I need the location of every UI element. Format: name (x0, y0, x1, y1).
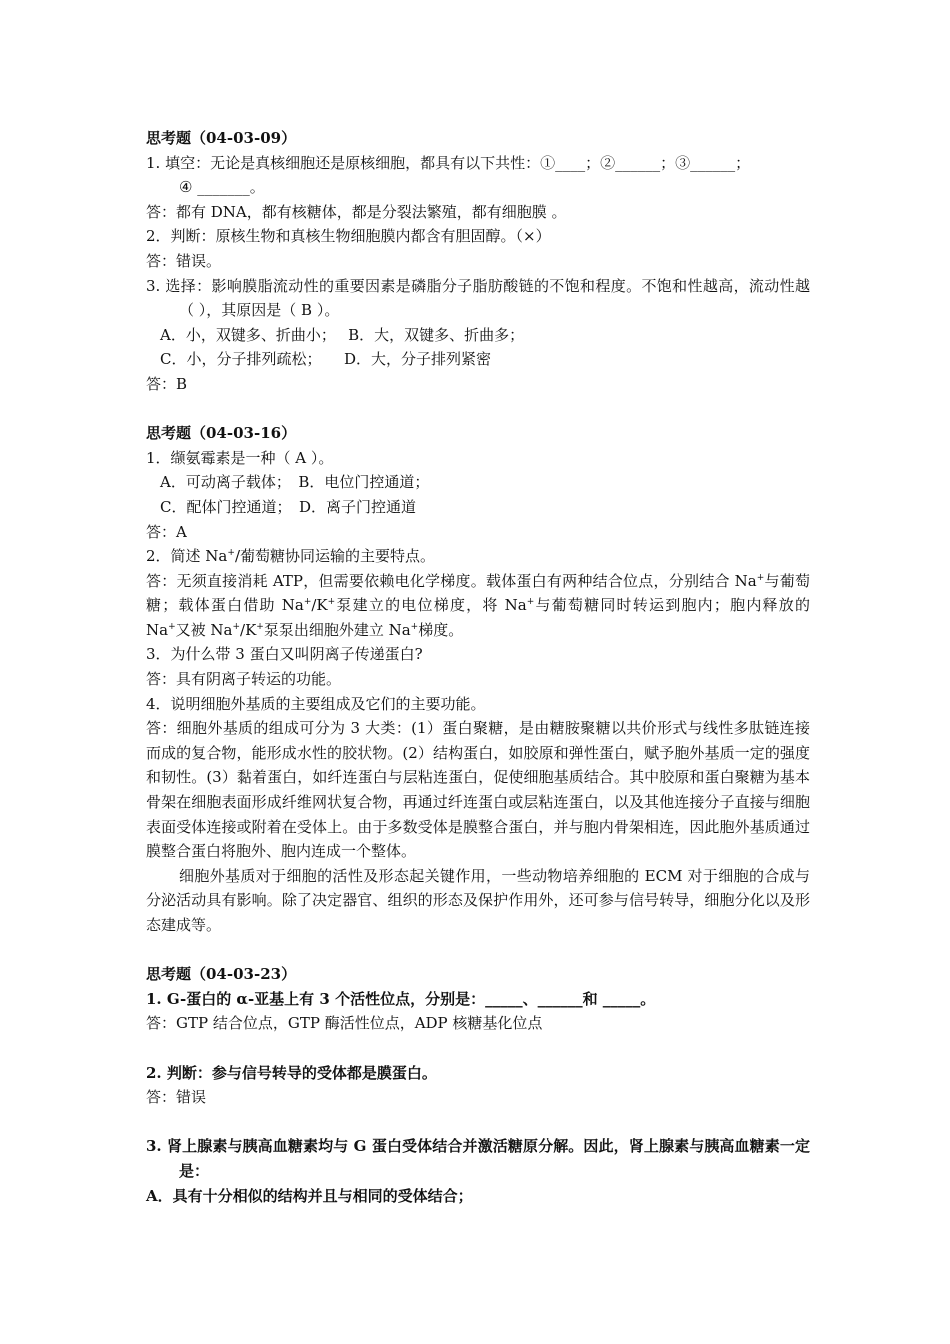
answer-text: 答：GTP 结合位点，GTP 酶活性位点，ADP 核糖基化位点 (146, 1014, 543, 1033)
question-text: 1. G-蛋白的 α-亚基上有 3 个活性位点，分别是：_____、______和 _____。 (146, 989, 656, 1008)
answer-text: 答：A (146, 522, 187, 541)
option-line: A．具有十分相似的结构并且与相同的受体结合； (146, 1186, 473, 1205)
question-text: 3．为什么带 3 蛋白又叫阴离子传递蛋白? (146, 645, 423, 664)
document-body (146, 126, 810, 1208)
answer-text: 答：都有 DNA，都有核糖体，都是分裂法繁殖，都有细胞膜 。 (146, 202, 567, 221)
section-title: 思考题（04-03-23） (146, 965, 297, 984)
superscript-plus: + (227, 548, 235, 559)
answer-text: 答：B (146, 374, 188, 393)
spacer (146, 1036, 810, 1061)
question-text: 2. 判断：参与信号转导的受体都是膜蛋白。 (146, 1063, 437, 1082)
option-line: A．小，双键多、折曲小； B．大，双键多、折曲多； (160, 325, 525, 344)
option-line: C．配体门控通道； D．离子门控通道 (160, 497, 417, 516)
option-line: A．可动离子载体； B．电位门控通道； (160, 473, 430, 492)
answer-paragraph: 答：细胞外基质的组成可分为 3 大类：(1）蛋白聚糖，是由糖胺聚糖以共价形式与线性多肽链连接而成的复合物，能形成水性的胶状物。(2）结构蛋白，如胶原和弹性蛋白，赋予胞外基质一定的强度和韧性。(3）黏着蛋白，如纤连蛋白与层粘连蛋白，促使细胞基质结合。其中胶原和蛋白聚糖为基本骨架在细胞表面形成纤维网状复合物，再通过纤连蛋白或层粘连蛋白，以及其他连接分子直接与细胞表面受体连接或附着在受体上。由于多数受体是膜整合蛋白，并与胞内骨架相连，因此胞外基质通过膜整合蛋白将胞外、胞内连成一个整体。 (146, 719, 810, 861)
question-text-continued: ④ _______。 (179, 178, 265, 197)
answer-text: 答：具有阴离子转运的功能。 (146, 670, 342, 689)
section-title: 思考题（04-03-16） (146, 424, 297, 443)
spacer (146, 1110, 810, 1135)
answer-text: 答：错误。 (146, 251, 222, 270)
spacer (146, 938, 810, 963)
question-text: 2．判断：原核生物和真核生物细胞膜内都含有胆固醇。（×） (146, 227, 551, 246)
section-title: 思考题（04-03-09） (146, 129, 297, 147)
option-line: C．小，分子排列疏松； D．大，分子排列紧密 (160, 350, 492, 369)
answer-paragraph: 细胞外基质对于细胞的活性及形态起关键作用，一些动物培养细胞的 ECM 对于细胞的合成与分泌活动具有影响。除了决定器官、组织的形态及保护作用外，还可参与信号转导，细胞分化以及形态建成等。 (146, 866, 810, 934)
question-text: 1. 填空：无论是真核细胞还是原核细胞，都具有以下共性：①____；②______；③______； (146, 153, 751, 172)
answer-text: 答：错误 (146, 1088, 207, 1107)
question-text: 3. 肾上腺素与胰高血糖素均与 G 蛋白受体结合并激活糖原分解。因此，肾上腺素与胰高血糖素一定是： (146, 1137, 810, 1180)
question-text: 4．说明细胞外基质的主要组成及它们的主要功能。 (146, 694, 486, 713)
question-text: 2．简述 Na+/葡萄糖协同运输的主要特点。 (146, 547, 435, 566)
question-text: 3. 选择：影响膜脂流动性的重要因素是磷脂分子脂肪酸链的不饱和程度。不饱和性越高，流动性越（ ），其原因是（ B ）。 (146, 276, 810, 320)
spacer (146, 397, 810, 422)
question-text: 1．缬氨霉素是一种（ A ）。 (146, 448, 334, 467)
answer-text: 答：无须直接消耗 ATP，但需要依赖电化学梯度。载体蛋白有两种结合位点，分别结合 Na+与葡萄糖；载体蛋白借助 Na+/K+泵建立的电位梯度，将 Na+与葡萄糖同时转运到胞内；胞内释放的 Na+又被 Na+/K+泵泵出细胞外建立 Na+梯度。 (146, 571, 810, 639)
